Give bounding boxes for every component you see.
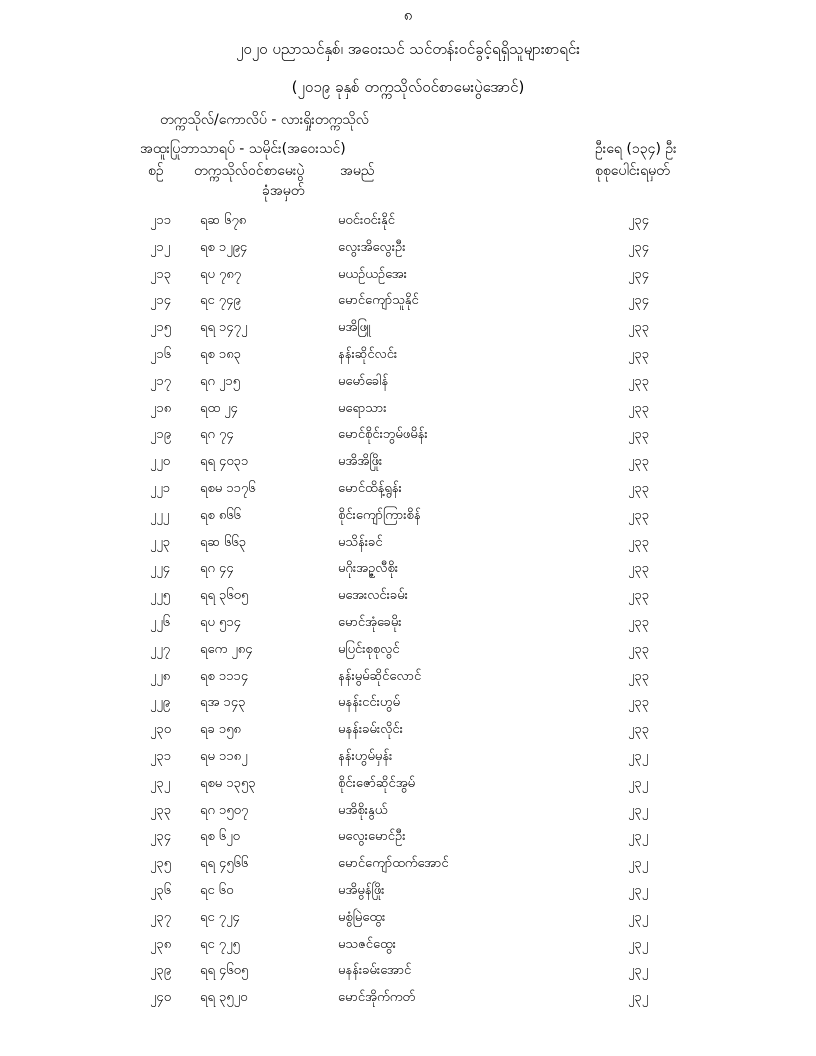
serial-cell: ၂၁၉ <box>150 427 172 443</box>
table-row <box>0 480 816 507</box>
name-cell: မောင်ကျော်သူနိုင် <box>338 293 419 309</box>
total-marks-cell: ၂၃၃ <box>628 534 650 550</box>
table-row <box>0 694 816 721</box>
table-row <box>0 426 816 453</box>
total-marks-cell: ၂၃၃ <box>628 722 650 738</box>
name-cell: မရောသား <box>338 400 387 416</box>
header-total-marks: စုစုပေါင်းရမှတ် <box>595 163 670 179</box>
document-subtitle: (၂၀၁၉ ခုနှစ် တက္ကသိုလ်ဝင်စာမေးပွဲအောင်) <box>291 78 525 96</box>
table-row <box>0 748 816 775</box>
table-row <box>0 775 816 802</box>
name-cell: မစွံမြဲထွေး <box>338 909 386 925</box>
roll-number-cell: ရရ ၁၄၇၂ <box>200 320 248 336</box>
table-row <box>0 936 816 963</box>
roll-number-cell: ရင ၇၄၉ <box>200 293 241 309</box>
roll-number-cell: ရအ ၁၄၃ <box>200 695 246 711</box>
table-row <box>0 266 816 293</box>
serial-cell: ၂၃၆ <box>150 882 172 898</box>
name-cell: မနန်းခမ်းအောင် <box>338 963 412 979</box>
table-row <box>0 668 816 695</box>
roll-number-cell: ရကေ ၂၈၄ <box>200 641 253 657</box>
serial-cell: ၂၃၉ <box>150 963 172 979</box>
name-cell: စိုင်းဇော်ဆိုင်အွမ် <box>338 775 416 791</box>
name-cell: မသဇင်ထွေး <box>338 936 396 952</box>
name-cell: စိုင်းကျော်ကြားစိန် <box>338 507 421 523</box>
serial-cell: ၂၂၆ <box>150 614 171 630</box>
name-cell: မဝင်းဝင်းနိုင် <box>338 213 395 228</box>
table-row <box>0 319 816 346</box>
table-row <box>0 614 816 641</box>
roll-number-cell: ရထ ၂၄ <box>200 400 238 416</box>
table-row <box>0 400 816 427</box>
total-marks-cell: ၂၃၃ <box>628 588 650 604</box>
header-roll-number: တက္ကသိုလ်ဝင်စာမေးပွဲ <box>194 163 305 179</box>
table-row <box>0 346 816 373</box>
name-cell: မောင်ထိန့်ရွန်း <box>338 480 402 496</box>
serial-cell: ၂၂၁ <box>150 480 171 496</box>
total-marks-cell: ၂၃၃ <box>628 427 650 443</box>
serial-cell: ၂၂၀ <box>150 454 171 470</box>
roll-number-cell: ရင ၆၀ <box>200 882 234 898</box>
table-row <box>0 373 816 400</box>
serial-cell: ၂၂၇ <box>150 641 171 657</box>
serial-cell: ၂၁၄ <box>150 293 172 309</box>
table-row <box>0 507 816 534</box>
total-marks-cell: ၂၃၂ <box>628 829 649 845</box>
total-marks-cell: ၂၃၂ <box>628 775 649 791</box>
table-row <box>0 989 816 1016</box>
name-cell: မအိစိုးနွယ် <box>338 802 388 818</box>
header-roll-number-line2: ခုံအမှတ် <box>262 183 305 199</box>
roll-number-cell: ရရ ၃၅၂၀ <box>200 990 248 1006</box>
total-marks-cell: ၂၃၃ <box>628 320 650 336</box>
roll-number-cell: ရင ၇၂၅ <box>200 936 240 952</box>
serial-cell: ၂၁၆ <box>150 346 172 362</box>
serial-cell: ၂၄၀ <box>150 990 172 1006</box>
name-cell: မအိမွန်ဖြိုး <box>338 882 385 898</box>
table-row <box>0 802 816 829</box>
total-marks-cell: ၂၃၂ <box>628 802 649 818</box>
roll-number-cell: ရစမ ၁၁၇၆ <box>200 480 256 496</box>
serial-cell: ၂၁၇ <box>150 373 172 389</box>
roll-number-cell: ရပ ၅၁၄ <box>200 614 241 630</box>
table-row <box>0 855 816 882</box>
serial-cell: ၂၃၃ <box>150 802 172 818</box>
total-marks-cell: ၂၃၃ <box>628 507 650 523</box>
roll-number-cell: ရစ ၁၈၃ <box>200 346 241 362</box>
name-cell: နန်းမွမ်ဆိုင်လောင် <box>338 668 422 684</box>
serial-cell: ၂၂၈ <box>150 668 171 684</box>
table-row <box>0 587 816 614</box>
roll-number-cell: ရဂ ၇၄ <box>200 427 234 443</box>
roll-number-cell: ရခ ၁၅၈ <box>200 722 241 738</box>
name-cell: လွေးအိလွေးဦး <box>338 239 406 255</box>
serial-cell: ၂၃၄ <box>150 829 172 845</box>
total-marks-cell: ၂၃၄ <box>628 239 650 255</box>
roll-number-cell: ရစမ ၁၃၅၃ <box>200 775 256 791</box>
table-row <box>0 641 816 668</box>
header-serial: စဉ် <box>148 163 164 179</box>
roll-number-cell: ရစ ၆၂၀ <box>200 829 240 845</box>
total-marks-cell: ၂၃၂ <box>628 936 649 952</box>
major-subject-line: အထူးပြုဘာသာရပ် - သမိုင်း(အဝေးသင်) <box>140 141 346 157</box>
total-marks-cell: ၂၃၃ <box>628 480 650 496</box>
serial-cell: ၂၁၅ <box>150 320 172 336</box>
total-marks-cell: ၂၃၃ <box>628 695 650 711</box>
results-table <box>0 212 816 1016</box>
serial-cell: ၂၂၂ <box>150 507 170 523</box>
total-marks-cell: ၂၃၃ <box>628 346 650 362</box>
serial-cell: ၂၂၄ <box>150 561 171 577</box>
total-marks-cell: ၂၃၂ <box>628 990 649 1006</box>
header-name: အမည် <box>340 163 375 179</box>
roll-number-cell: ရဂ ၄၄ <box>200 561 234 577</box>
roll-number-cell: ရစ ၈၆၆ <box>200 507 241 523</box>
total-marks-cell: ၂၃၃ <box>628 641 650 657</box>
table-row <box>0 239 816 266</box>
name-cell: နန်းဆိုင်လင်း <box>338 346 398 362</box>
name-cell: မနန်းငင်းဟွမ် <box>338 695 401 711</box>
roll-number-cell: ရပ ၇၈၇ <box>200 266 242 282</box>
name-cell: မနန်းခမ်းလိုင်း <box>338 722 403 738</box>
table-row <box>0 560 816 587</box>
name-cell: မဂိုးအဥ္ဇလီစိုး <box>338 561 399 577</box>
roll-number-cell: ရရ ၃၆၀၅ <box>200 588 249 604</box>
name-cell: မောင်စိုင်းဘွမ်ဖမိန်း <box>338 427 428 443</box>
page-number: ၈ <box>403 6 413 24</box>
total-marks-cell: ၂၃၄ <box>628 293 650 309</box>
roll-number-cell: ရင ၇၂၄ <box>200 909 240 925</box>
table-row <box>0 909 816 936</box>
student-count: ဦးရေ (၁၃၄) ဦး <box>595 141 677 157</box>
total-marks-cell: ၂၃၂ <box>628 856 649 872</box>
table-row <box>0 882 816 909</box>
roll-number-cell: ရရ ၄၅၆၆ <box>200 856 249 872</box>
table-row <box>0 828 816 855</box>
serial-cell: ၂၃၂ <box>150 775 171 791</box>
total-marks-cell: ၂၃၂ <box>628 748 649 764</box>
table-row <box>0 453 816 480</box>
name-cell: မမော်ခေါန် <box>338 373 389 389</box>
roll-number-cell: ရမ ၁၁၈၂ <box>200 748 248 764</box>
serial-cell: ၂၁၁ <box>150 213 172 228</box>
name-cell: မအိအိဖြိုး <box>338 454 383 470</box>
serial-cell: ၂၂၉ <box>150 695 171 711</box>
total-marks-cell: ၂၃၂ <box>628 882 649 898</box>
name-cell: မအိဖြူ <box>338 320 371 336</box>
roll-number-cell: ရဆ ၆၆၃ <box>200 534 247 550</box>
total-marks-cell: ၂၃၄ <box>628 266 650 282</box>
total-marks-cell: ၂၃၃ <box>628 373 650 389</box>
name-cell: မောင်အုံခေမိုး <box>338 614 402 630</box>
roll-number-cell: ရစ ၁၁၁၄ <box>200 668 249 684</box>
total-marks-cell: ၂၃၂ <box>628 963 649 979</box>
name-cell: မယဉ်ယဉ်အေး <box>338 266 407 282</box>
roll-number-cell: ရရ ၄၀၃၁ <box>200 454 249 470</box>
serial-cell: ၂၃၇ <box>150 909 172 925</box>
roll-number-cell: ရရ ၄၆၀၅ <box>200 963 249 979</box>
table-row <box>0 721 816 748</box>
name-cell: မပြင်းစုစုလွင် <box>338 641 400 657</box>
table-row <box>0 212 816 239</box>
table-row <box>0 534 816 561</box>
serial-cell: ၂၂၃ <box>150 534 171 550</box>
serial-cell: ၂၁၃ <box>150 266 172 282</box>
roll-number-cell: ရဂ ၁၅၀၇ <box>200 802 249 818</box>
roll-number-cell: ရဂ ၂၁၅ <box>200 373 241 389</box>
name-cell: နန်းဟွမ်မှန်း <box>338 748 393 764</box>
total-marks-cell: ၂၃၃ <box>628 454 650 470</box>
serial-cell: ၂၃၁ <box>150 748 172 764</box>
serial-cell: ၂၃၈ <box>150 936 172 952</box>
serial-cell: ၂၃၅ <box>150 856 172 872</box>
table-row <box>0 962 816 989</box>
serial-cell: ၂၁၂ <box>150 239 171 255</box>
document-title: ၂၀၂၀ ပညာသင်နှစ်၊ အဝေးသင် သင်တန်းဝင်ခွင့်ရရှိသူများစာရင်း <box>236 40 580 58</box>
university-line: တက္ကသိုလ်/ကောလိပ် - လားရှိုးတက္ကသိုလ် <box>160 112 369 128</box>
name-cell: မလွေးမောင်ဦး <box>338 829 406 845</box>
total-marks-cell: ၂၃၃ <box>628 614 650 630</box>
serial-cell: ၂၂၅ <box>150 588 171 604</box>
roll-number-cell: ရစ ၁၂၉၄ <box>200 239 248 255</box>
serial-cell: ၂၁၈ <box>150 400 172 416</box>
total-marks-cell: ၂၃၃ <box>628 561 650 577</box>
roll-number-cell: ရဆ ၆၇၈ <box>200 213 247 228</box>
table-row <box>0 292 816 319</box>
name-cell: မောင်ကျော်ထက်အောင် <box>338 856 449 872</box>
total-marks-cell: ၂၃၃ <box>628 400 650 416</box>
total-marks-cell: ၂၃၃ <box>628 668 650 684</box>
total-marks-cell: ၂၃၂ <box>628 909 649 925</box>
name-cell: မအေးလင်းခမ်း <box>338 588 408 604</box>
name-cell: မသိန်းခင် <box>338 534 383 550</box>
serial-cell: ၂၃၀ <box>150 722 172 738</box>
total-marks-cell: ၂၃၄ <box>628 213 650 228</box>
name-cell: မောင်အိုက်ကတ် <box>338 990 416 1006</box>
